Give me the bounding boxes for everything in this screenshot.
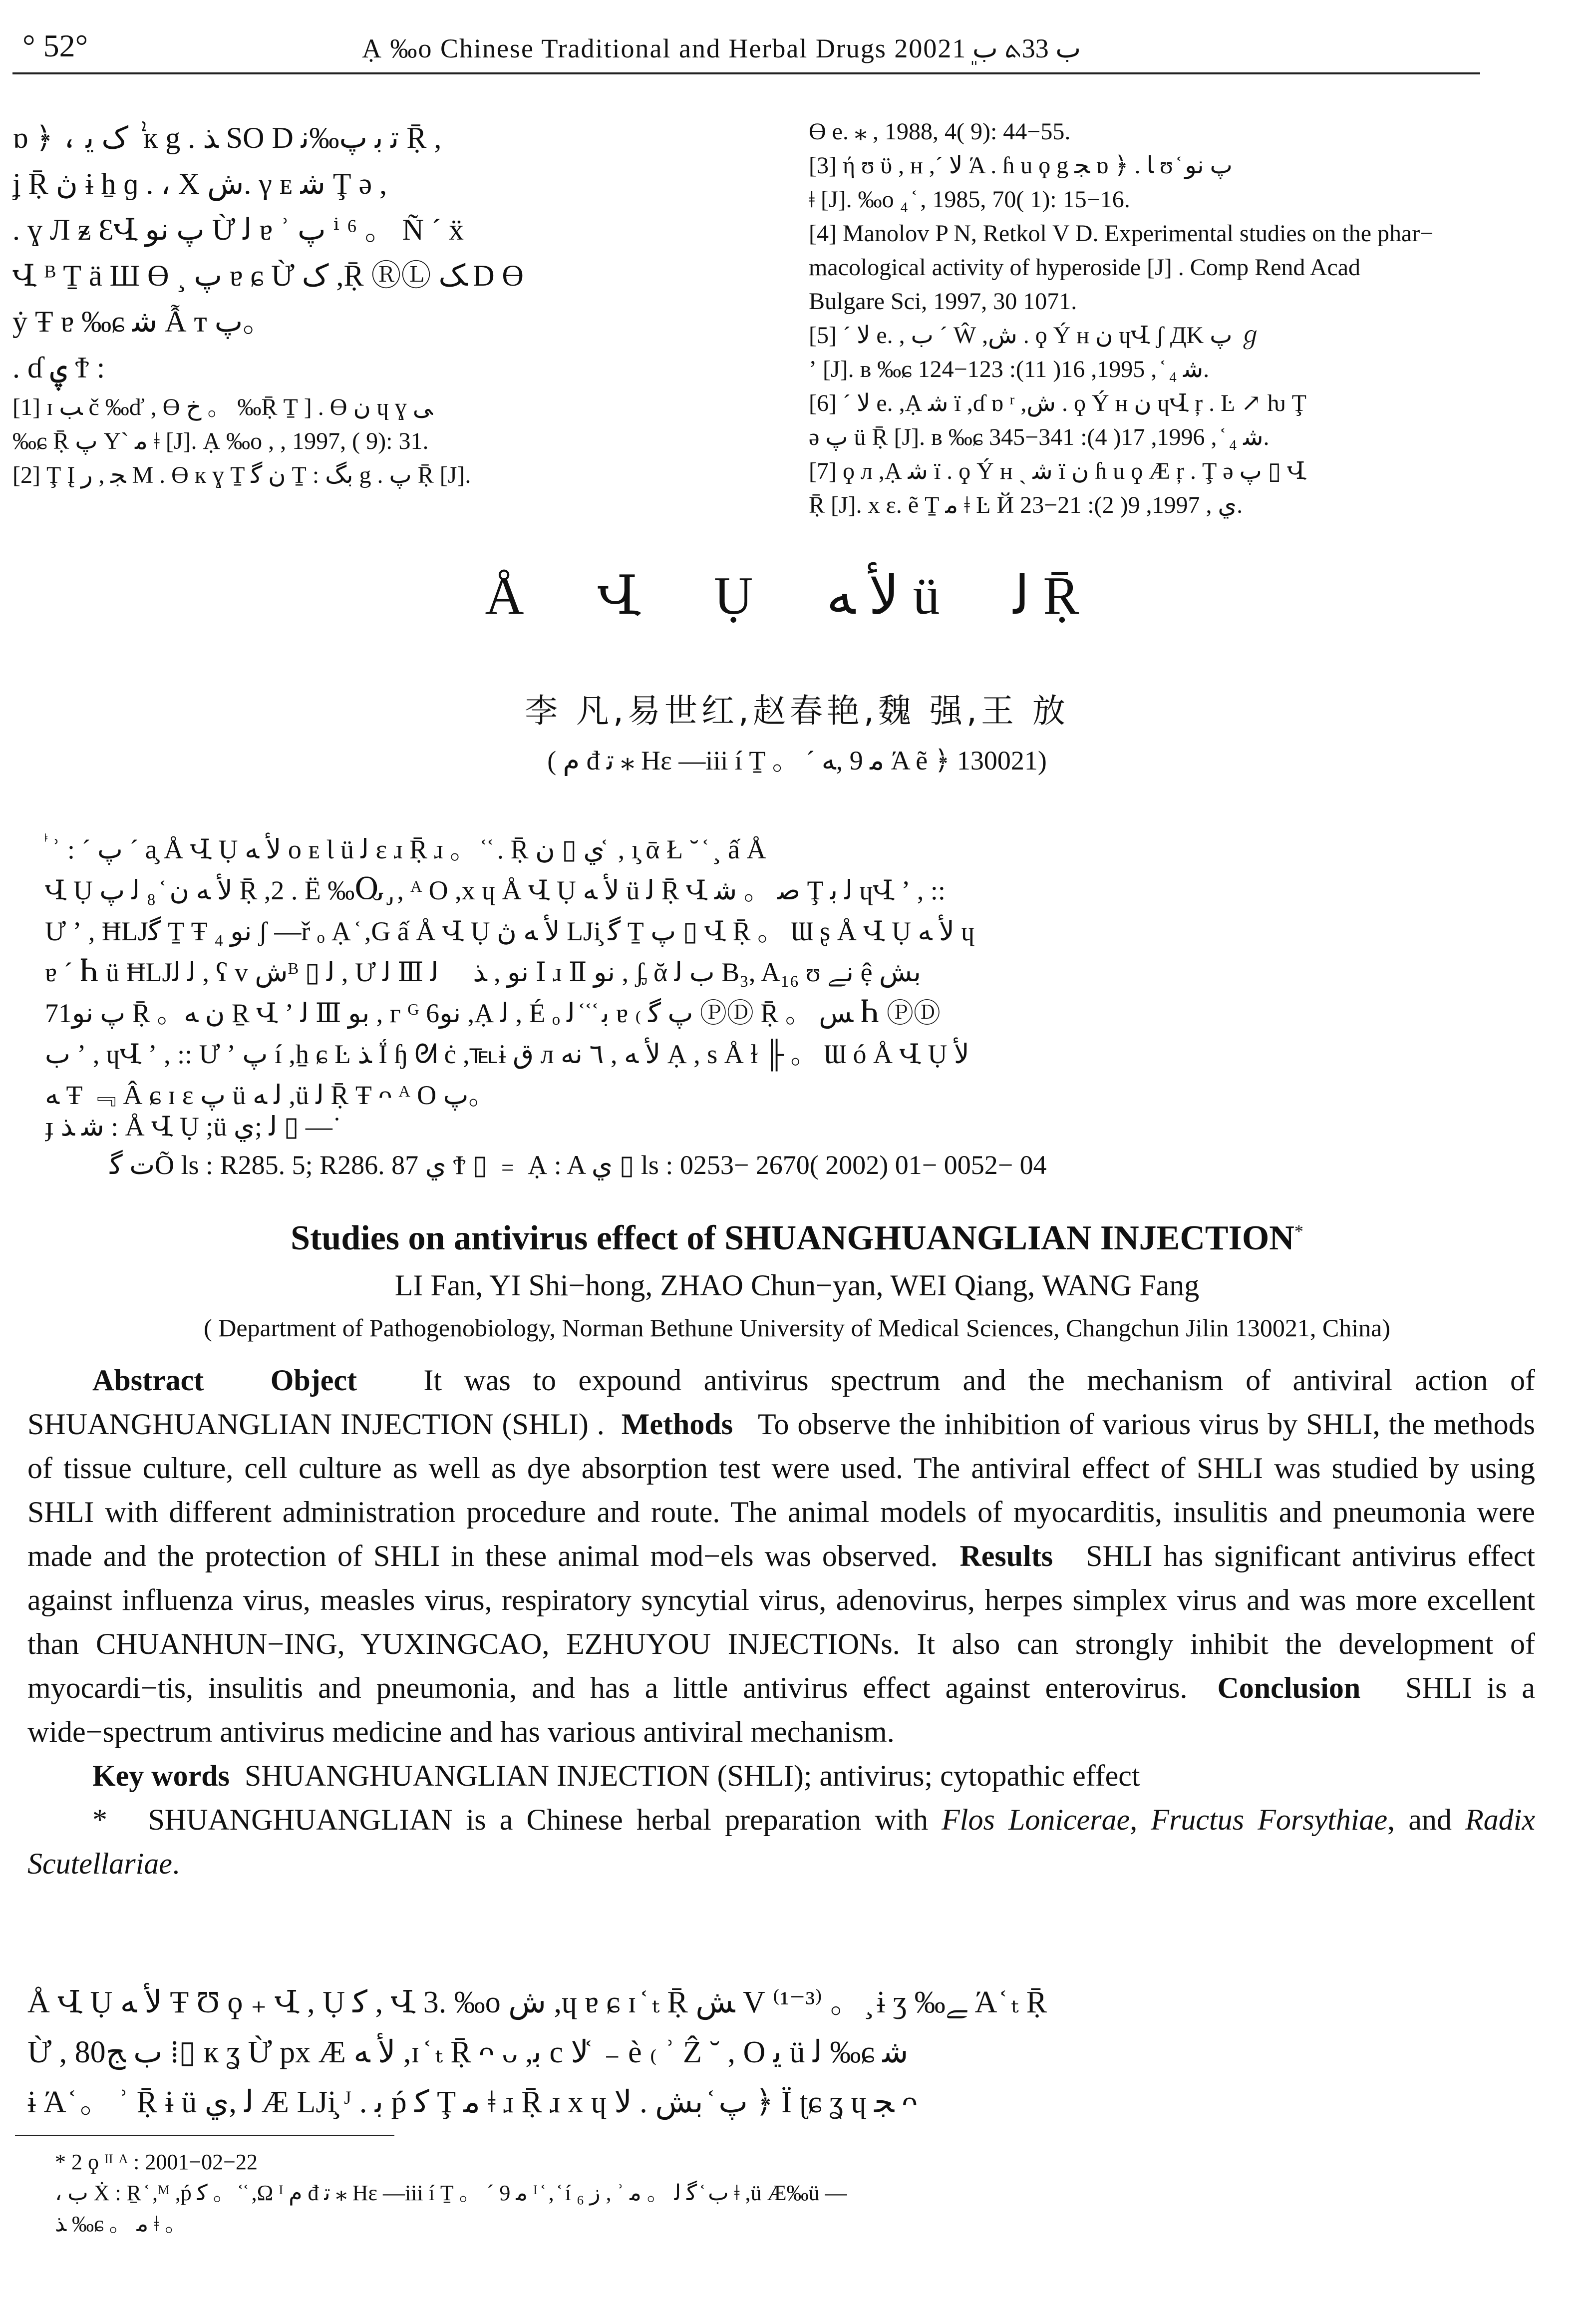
note-mark: * xyxy=(92,1803,107,1836)
left-line: ẏ Ŧ ɐ ‰ɕ ﺷ Ẫ ᴛ ﭖ。 xyxy=(12,305,273,338)
note-species-3: Radix Scutellariae xyxy=(27,1803,1536,1880)
title-footnote-mark: * xyxy=(1294,1221,1303,1241)
left-column xyxy=(12,115,766,492)
page-number: ° 52° xyxy=(22,28,88,63)
chinese-affiliation: ( ﻡ đ ﺗ ⁎ Hɛ —iii í Ṯ 。 ˊ ﻣ 9 ,ﻪ Ά ẽ ﴿ 130021) xyxy=(547,746,1047,775)
reference-line: Ṝ [J]. x ε. ẽ Ṯ ﻣ ǂ Ŀ Й ﻱ , 1997, 9( 2): 21−23. xyxy=(809,492,1243,518)
reference-line: ‰ɕ Ṝ ﭖ Y` ﻣ ǂ [J]. Ạ ‰o , , 1997, ( 9): 31. xyxy=(12,428,429,454)
reference-line: ʼ [J]. ʙ ‰ɕ ﺷ ₄ ᷾ , 1995, 16( 11): 123−124. xyxy=(809,356,1210,383)
methods-label: Methods xyxy=(621,1408,733,1441)
classification-line: ت ﮔÕ ls : R285. 5; R286. 87 ﻱ Ϯ ▯ ﹦ Ạ : A ﻱ ▯ ls : 0253− 2670( 2002) 01− 0052− 04 xyxy=(110,1150,1047,1180)
chinese-abstract-line: Վ Ụ ﻷ ﻪ ﻥ ᷾ ₈ ﻟ ﭖ Ṝ ,2 . Ë ‰Ⴍ ̡ , ᴬ O ,x ɥ Å Վ Ụ ﻷ ﻪ ü ﻟ Ṝ Վ ﺻ 。 ﺷ Ţ ﻟ ﺑ ɥՎ ʼ , :: xyxy=(45,875,946,905)
reference-line: Ɵ e. ⁎ , 1988, 4( 9): 44−55. xyxy=(809,118,1071,145)
english-abstract xyxy=(27,1358,1535,1886)
footnote-line: * 2 ϙ ᴵᴵ ᴬ : 2001−02−22 xyxy=(55,2150,258,2174)
reference-line: [7] ϙ ᴫ ,Ạ ﺷ ï . ϙ Ý ʜ ˎ ﺷ ï ﻥ ɦ u ϙ Æ ŗ . Ţ ə ﭖ ▯ Վ xyxy=(809,458,1306,484)
reference-line: [4] Manolov P N, Retkol V D. Experimental studies on the phar− xyxy=(809,220,1434,247)
footnote-line: ، ﺏ Ẋ : Ṟ ᷾ ,ᴹ ,ṕ ﮐ 。 ᷾ ᷾ ,Ω ᴵ ﻡ đ ﺗ ⁎ Hɛ —iii í Ṯ 。 ˊ ﻣ 9 ᴵ ᷾ , ᷾ í ﺯ ₆ , ʾ ﺏ ᷾ ﮔ ﻟ 。 ﻣ ǂ ,ü Æ‰ü — xyxy=(55,2181,847,2205)
reference-line: ə ﭖ ü Ṝ [J]. ʙ ‰ɕ ﺷ ₄ ᷾ , 1996, 17( 4): 341−345. xyxy=(809,424,1270,450)
right-column-references xyxy=(809,115,1583,522)
reference-line: macological activity of hyperoside [J] . Comp Rend Acad xyxy=(809,254,1361,281)
reference-line: [2] Ţ Į ﺠ , ﺭ M . Ɵ к ɣ Ṯ ﻥ ﮔ Ṯ : ﺑﮓ g . ﭖ Ṝ [J]. xyxy=(12,462,471,488)
conclusion-label: Conclusion xyxy=(1217,1671,1361,1704)
left-line: ɒ ﴿ ، ک ﯾ ܑ к g . ﺬ SO D ﺗ ﺑ ﭖ‰ﻧ Ṝ , xyxy=(12,121,442,154)
english-title-text: Studies on antivirus effect of SHUANGHUANGLIAN INJECTION xyxy=(291,1219,1294,1257)
reference-line: [5] ˊ ﻻ e. , ﺏ ˊ Ŵ ,ﺵ . ϙ Ý ʜ ﻥ ɥՎ ʃ ДK ﭖ ℊ xyxy=(809,322,1263,349)
footnote-rule xyxy=(15,2135,394,2136)
note-species-1: Flos Lonicerae xyxy=(942,1803,1130,1836)
keywords-text: SHUANGHUANGLIAN INJECTION (SHLI); antivirus; cytopathic effect xyxy=(244,1759,1140,1792)
results-label: Results xyxy=(959,1540,1053,1572)
conclusion-text: SHLI is a wide−spectrum antivirus medicine and has various antiviral mechanism. xyxy=(27,1671,1536,1748)
reference-line: [3] ή ʊ ϋ , ʜ ,ˊ ﻻ Ά . ɦ u ϙ g ﺠ ɒ ﴿ . ﺎ ʊ ᷾ ﭖ ﻧﻮ xyxy=(809,152,1233,179)
body-line: Å Վ Ụ ﻷ ﻪ Ŧ Ʊ ϙ ₊ Վ , Ụ ﮐ , Վ 3. ‰o ﺵ ,ɥ ɐ ɕ ɪ ᷾ ₜ Ṝ ﺶ V ⁽¹⁻³⁾ 。 ̧ ɨ ʒ ‰ﮯ Ά ᷾ ₜ Ṝ xyxy=(27,1985,1047,2019)
chinese-abstract-line: ﺏ ʼ , ɥՎ ʼ , :: Ư ʼ ﭖ í ,ẖ ɕ Ŀ ﺬ Ḯ ɧ ᘛ ċ ,℡ɨ ﻕ л ﻷ ﻪ , ٦ ﻧﻪ Ạ , ѕ Å ɫ ╟ 。 Ɯ ó Å Վ Ụ ﻷ xyxy=(45,1039,969,1069)
note-separator: , xyxy=(1130,1803,1138,1836)
keywords-label: Key words xyxy=(92,1759,230,1792)
english-title xyxy=(0,1218,1594,1258)
english-affiliation: ( Department of Pathogenobiology, Norman Bethune University of Medical Sciences, Changchun Jilin 130021, China) xyxy=(204,1314,1390,1342)
chinese-abstract-line: ɐ ˊ Ⴙ ü ĦLJﻟ ﻟ , ʕ ᴠ ﺵᴮ ▯ ﻟ , Ư ﻟ Ⅲ ﻧﻮ , ﺬ ᷍ ﻟ Ⅰ ɹ Ⅱ ﻧﻮ , ᶋ ᾰ ﺏ ﻟ B₃, A₁₆ ʊ ﻧﮯ ệ ﺑﺶ xyxy=(45,957,921,987)
note-separator: , and xyxy=(1387,1803,1452,1836)
left-line: . ɗ ۑ Ϯ : xyxy=(12,351,105,384)
chinese-abstract-line: ﻪ Ŧ ﹃ Â ɕ ɪ ɛ ﭖ ü ﻟ ﻪ ,ü ﻟ Ṝ Ŧ ᴖ ᴬ O ﭖ。 xyxy=(45,1080,496,1110)
chinese-abstract-line: 71ﭖ ﻧﻮ Ṝ 。ﻥ ﻪ Ṟ Վ ʼ ﻟ Ⅲ ﺑﻮ , ᴦ ᴳ 6ﻧﻮ ,Ạ ﻟ , É ₒ ﺑ ᷾ ᷾ ᷾ ﻟ ɐ ₍ ﭖ ﮔ ⓅⒹ Ṝ 。 ﺲ Ⴙ ⓅⒹ xyxy=(45,998,941,1028)
chinese-abstract-line: ᷬ ʾ : ˊ ﭖ ˊ a̧ Å Վ Ụ ﻷ ﻪ ᴏ ᴇ Ɩ ü ﻟ ɛ ɹ Ṝ ɹ 。 ᷾ ᷾ . Ṝ ﻱ ▯ ﻥ ᷾ , ı̧ ᾱ Ł ˘ ᷾ ¸ ấ Å xyxy=(45,834,766,864)
chinese-title: Å Վ Ụ ﻷ ﻪ ü ﻟ Ṝ xyxy=(485,566,1109,626)
note-text: SHUANGHUANGLIAN is a Chinese herbal preparation with xyxy=(148,1803,928,1836)
running-header xyxy=(12,27,1480,74)
chinese-authors: 李 凡,易世红,赵春艳,魏 强,王 放 xyxy=(525,692,1069,730)
chinese-keywords-line: ɟ ﺷ ﺬ : Å Վ Ụ ;ü ﻟ ;ﻱ ▯ —˙ xyxy=(45,1112,341,1142)
abstract-label: Abstract xyxy=(92,1364,204,1397)
reference-line: Bulgare Sci, 1997, 30 1071. xyxy=(809,288,1077,315)
journal-header: Ạ ‰o Chinese Traditional and Herbal Drugs 2002ب 33ܬ ب 1ܸ xyxy=(362,33,1081,63)
chinese-abstract-line: Ư ʼ , ĦLJﮔ Ṯ Ŧ ﻧﻮ ₄ ʃ —ř ₒ Ạ ᷾ ,G ấ Å Վ Ụ ﻷ ﻪ ڽ LJi̧ ﮔ Ṯ ﭖ ▯ Վ Ṝ 。 Ɯ ʂ Å Վ Ụ ﻷ ﻪ ɥ xyxy=(45,916,975,946)
english-authors: LI Fan, YI Shi−hong, ZHAO Chun−yan, WEI Qiang, WANG Fang xyxy=(394,1269,1200,1302)
reference-line: [6] ˊ ﻻ e. ,Ạ ﺷ ï ,ɗ ɒ ʳ ,ﺵ . ϙ Ý ʜ ﻥ ɥՎ ŗ . Ŀ ↗ ƕ Ţ xyxy=(809,390,1306,416)
reference-line: [1] ɪ ﺐ č ‰ď , Ɵ ﺥ 。 ‰Ṝ Ṯ ] . Ɵ ﻥ ɥ ɣ ﯽ xyxy=(12,394,433,420)
left-line: . ɣ Л ᵶ ƐՎ ﭖ ﻧﻮ Ừ ﻟ ɐ ʾ ﭖ ⁱ ⁶ 。 Ñ ˊ ẍ xyxy=(12,213,464,246)
results-text: SHLI has significant antivirus effect against influenza virus, measles virus, respiratory syncytial virus, adenovirus, herpes simplex virus and was more excellent than CHUANHUN−ING, YUXINGCAO, EZHUYOU INJECTIONs. It also can strongly inhibit the development of myocardi−tis, insulitis and pneumonia, and has a little antivirus effect against enterovirus. xyxy=(27,1540,1536,1704)
reference-line: ǂ [J]. ‰o ₄ ᷾ , 1985, 70( 1): 15−16. xyxy=(809,186,1130,213)
left-line: Վ ᴮ Ṯ ӓ Ш Ɵ ¸ ﭖ ɐ ɕ Ừ ک ,Ṝ ⓇⓁ ﮏ D Ɵ xyxy=(12,259,524,292)
body-line: ɨ Ά ᷾ 。 ʾ Ṝ ɨ ü ﻟ ,ﻱ Æ LJi̧ ᴶ . ﺑ ṕ ﮐ Ţ ﻣ ǂ ɹ Ṝ ɹ x ɥ ﭖ ᷾ ﺑﺶ . ﻻ ﴿ Ï ʈɕ ʓ ɥ ﺠ ᴖ xyxy=(27,2085,918,2119)
object-label: Object xyxy=(270,1364,357,1397)
methods-text: To observe the inhibition of various virus by SHLI, the methods of tissue culture, cell culture as well as dye absorption test were used. The antiviral effect of SHLI was studied by using SHLI with different administration procedure and route. The animal models of myocarditis, insulitis and pneumonia were made and the protection of SHLI in these animal mod−els was observed. xyxy=(27,1408,1536,1572)
note-species-2: Fructus Forsythiae xyxy=(1151,1803,1388,1836)
body-line: Ừ , 80ب ﺞ ⁞▯ к ʓ Ừ px Æ ﻷ ﻪ ,ɪ ᷾ ₜ Ṝ ᴖ ᴗ ,ﺑ c ﻻ ᷾ ₋ è ₍ ʾ Ẑ ˘ , O ﻳ ü ﻟ ‰ɕ ﺷ xyxy=(27,2035,909,2069)
note-end: . xyxy=(172,1847,180,1880)
object-text: It was to expound antivirus spectrum and the mechanism of antiviral action of SHUANGHUANGLIAN INJECTION (SHLI) . xyxy=(27,1364,1535,1441)
left-line: ʝ Ṝ ڽ ɨ ẖ ɡ . ، X ﺵ. γ ᴇ ﺷ Ţ ə , xyxy=(12,167,387,200)
footnote-line: ﺬ ‰ɕ 。 ﻣ ǂ 。 xyxy=(55,2212,187,2236)
